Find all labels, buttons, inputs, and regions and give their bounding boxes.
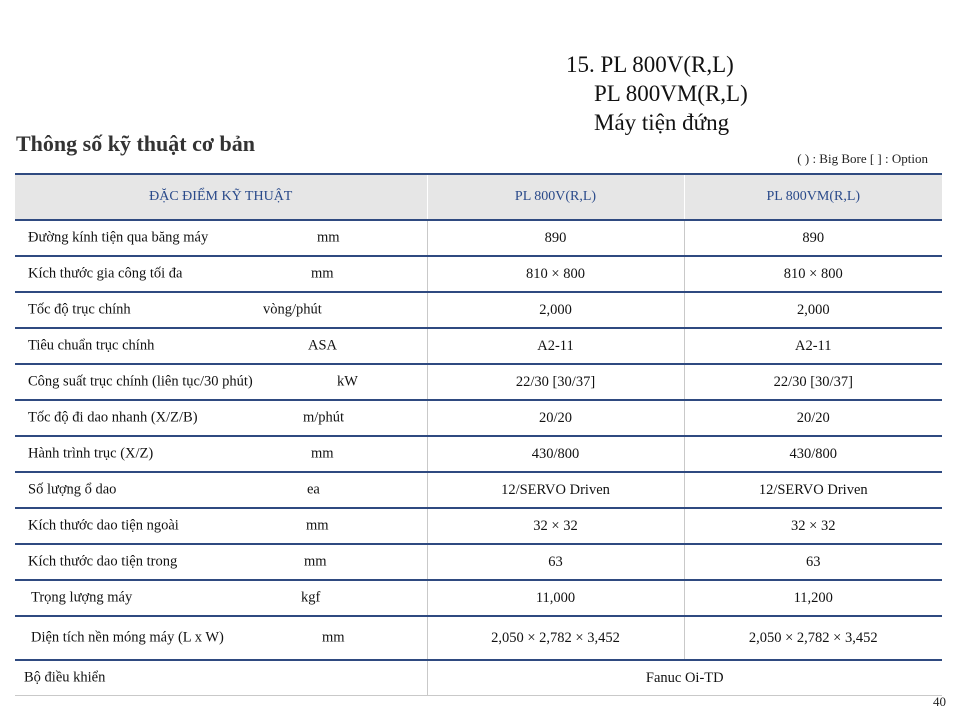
value-model-1: 32 × 32 (427, 508, 684, 544)
value-model-1: 63 (427, 544, 684, 580)
row-label (15, 220, 427, 256)
value-model-2: 11,200 (684, 580, 942, 616)
row-label (15, 616, 427, 660)
value-model-1: 22/30 [30/37] (427, 364, 684, 400)
value-model-2: 2,000 (684, 292, 942, 328)
row-unit: mm (311, 265, 334, 282)
row-name: Tốc độ trục chính (28, 301, 131, 318)
table-row (15, 544, 942, 580)
row-name: Kích thước dao tiện trong (28, 553, 178, 570)
controller-value: Fanuc Oi-TD (427, 660, 942, 696)
table-row-controller (15, 660, 942, 696)
header-model-1: PL 800V(R,L) (427, 174, 684, 220)
row-name: Diện tích nền móng máy (L x W) (31, 629, 224, 646)
table-row (15, 364, 942, 400)
row-name: Hành trình trục (X/Z) (28, 445, 154, 462)
row-name: Bộ điều khiển (24, 669, 106, 686)
table-row (15, 328, 942, 364)
row-name: Kích thước dao tiện ngoài (28, 517, 179, 534)
title-line-3: Máy tiện đứng (594, 110, 730, 135)
table-header-row (15, 174, 942, 220)
value-model-1: A2-11 (427, 328, 684, 364)
option-note: ( ) : Big Bore [ ] : Option (797, 151, 928, 166)
row-name: Đường kính tiện qua băng máy (28, 229, 209, 246)
value-model-2: 2,050 × 2,782 × 3,452 (684, 616, 942, 660)
title-line-2: PL 800VM(R,L) (594, 81, 748, 106)
page-number: 40 (933, 694, 946, 709)
row-label (15, 400, 427, 436)
value-model-1: 2,050 × 2,782 × 3,452 (427, 616, 684, 660)
row-name: Công suất trục chính (liên tục/30 phút) (28, 373, 253, 390)
row-name: Tốc độ đi dao nhanh (X/Z/B) (28, 409, 198, 426)
row-label (15, 660, 427, 696)
row-unit: m/phút (303, 409, 345, 426)
value-model-2: 32 × 32 (684, 508, 942, 544)
row-label (15, 508, 427, 544)
value-model-2: A2-11 (684, 328, 942, 364)
row-unit: kgf (301, 589, 321, 606)
row-unit: ASA (308, 337, 338, 354)
table-row (15, 436, 942, 472)
row-unit: mm (322, 629, 345, 646)
row-unit: mm (317, 229, 340, 246)
value-model-2: 20/20 (684, 400, 942, 436)
value-model-1: 430/800 (427, 436, 684, 472)
value-model-1: 11,000 (427, 580, 684, 616)
row-label (15, 256, 427, 292)
header-model-2: PL 800VM(R,L) (684, 174, 942, 220)
row-name: Trọng lượng máy (31, 589, 133, 606)
row-label (15, 364, 427, 400)
value-model-1: 2,000 (427, 292, 684, 328)
row-label (15, 436, 427, 472)
value-model-2: 63 (684, 544, 942, 580)
value-model-1: 12/SERVO Driven (427, 472, 684, 508)
row-unit: mm (311, 445, 334, 462)
table-row (15, 580, 942, 616)
table-row (15, 256, 942, 292)
value-model-2: 22/30 [30/37] (684, 364, 942, 400)
row-name: Kích thước gia công tối đa (28, 265, 183, 282)
value-model-1: 810 × 800 (427, 256, 684, 292)
value-model-2: 12/SERVO Driven (684, 472, 942, 508)
machine-title (566, 50, 748, 137)
row-name: Số lượng ổ dao (28, 481, 117, 498)
value-model-1: 890 (427, 220, 684, 256)
row-unit: ea (307, 481, 320, 498)
row-unit: vòng/phút (263, 301, 322, 318)
table-row (15, 400, 942, 436)
row-name: Tiêu chuẩn trục chính (28, 337, 155, 354)
table-row (15, 508, 942, 544)
row-label (15, 544, 427, 580)
spec-table (15, 173, 942, 696)
value-model-2: 430/800 (684, 436, 942, 472)
row-label (15, 580, 427, 616)
value-model-2: 890 (684, 220, 942, 256)
table-row (15, 472, 942, 508)
section-title: Thông số kỹ thuật cơ bản (16, 131, 255, 156)
header-spec: ĐẶC ĐIỂM KỸ THUẬT (15, 174, 427, 220)
row-unit: mm (306, 517, 329, 534)
value-model-1: 20/20 (427, 400, 684, 436)
row-unit: kW (337, 373, 358, 390)
table-row (15, 616, 942, 660)
title-line-1: 15. PL 800V(R,L) (566, 52, 734, 77)
row-label (15, 328, 427, 364)
value-model-2: 810 × 800 (684, 256, 942, 292)
table-row (15, 292, 942, 328)
row-label (15, 472, 427, 508)
row-label (15, 292, 427, 328)
row-unit: mm (304, 553, 327, 570)
table-row (15, 220, 942, 256)
